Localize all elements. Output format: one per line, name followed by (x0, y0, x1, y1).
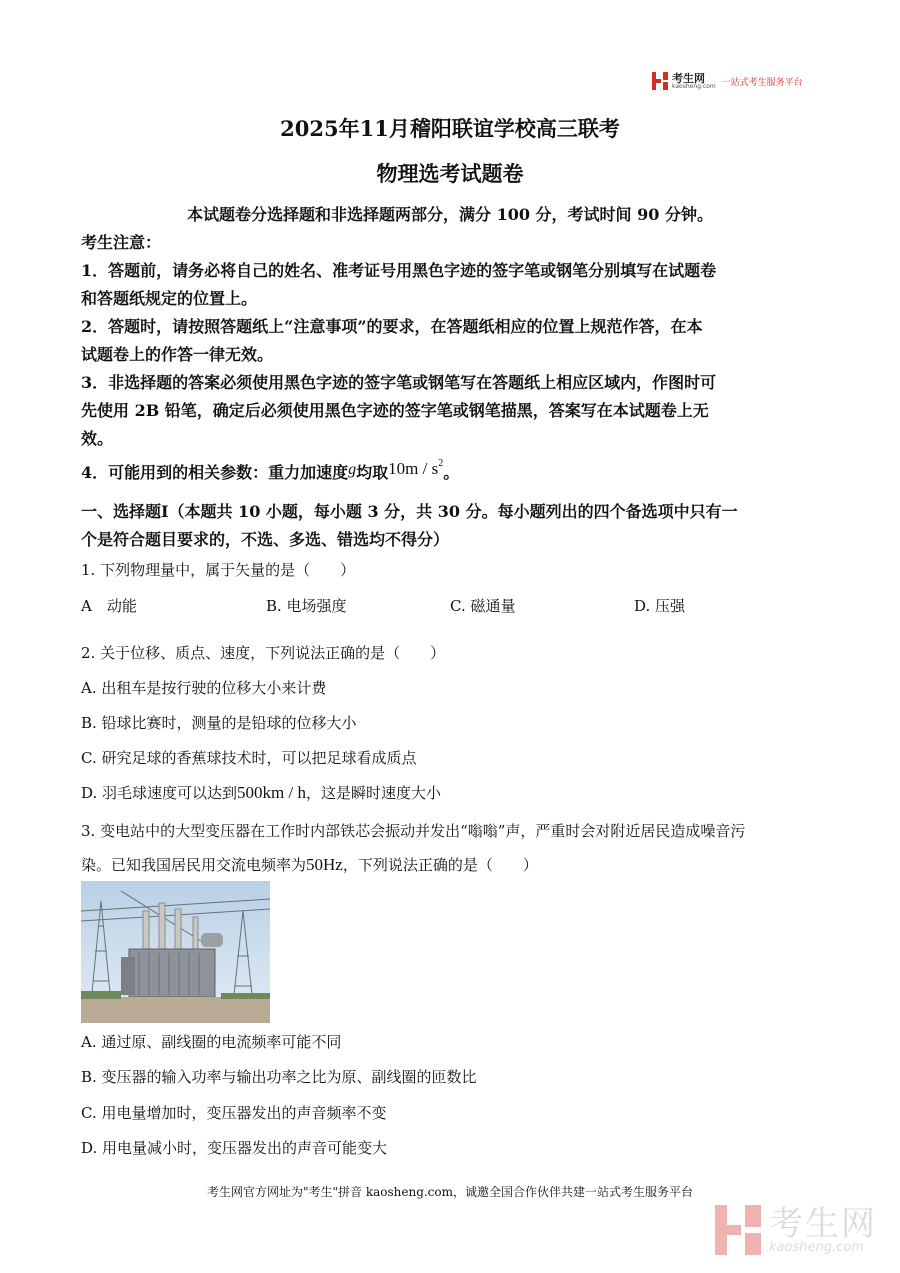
header-logo (652, 72, 803, 90)
symbol-g: g (348, 461, 357, 478)
notes-heading: 考生注意： (81, 233, 162, 252)
q2-stem: 2. 关于位移、质点、速度，下列说法正确的是（ ） (81, 644, 446, 662)
logo-slogan: 一站式考生服务平台 (721, 77, 803, 88)
q3-stem-text: 染。已知我国居民用交流电频率为 (81, 856, 307, 874)
note-1a: 1．答题前，请务必将自己的姓名、准考证号用黑色字迹的签字笔或钢笔分别填写在试题卷 (81, 261, 717, 280)
q3-option-b: B. 变压器的输入功率与输出功率之比为原、副线圈的匝数比 (81, 1068, 477, 1086)
q3-stem-tail: ，下列说法正确的是（ ） (342, 856, 538, 874)
transformer-photo (81, 881, 270, 1023)
q3-stem-line1: 3. 变电站中的大型变压器在工作时内部铁芯会振动并发出“嗡嗡”声，严重时会对附近居民造成噪音污 (81, 822, 746, 840)
q1-option-b: B. 电场强度 (266, 597, 347, 615)
note-2b: 试题卷上的作答一律无效。 (81, 345, 274, 364)
exam-intro: 本试题卷分选择题和非选择题两部分，满分 100 分，考试时间 90 分钟。 (187, 205, 713, 224)
q1-option-a: A 动能 (81, 597, 137, 615)
q3-option-a: A. 通过原、副线圈的电流频率可能不同 (81, 1033, 342, 1051)
note-4-text: 4．可能用到的相关参数：重力加速度 (81, 463, 349, 482)
q2-option-c: C. 研究足球的香蕉球技术时，可以把足球看成质点 (81, 749, 417, 767)
q2-option-d (81, 782, 441, 803)
exam-subtitle: 物理选考试题卷 (376, 161, 524, 186)
logo-name: 考生网 (672, 71, 705, 85)
q1-option-d: D. 压强 (634, 597, 686, 615)
note-2a: 2．答题时，请按照答题纸上“注意事项”的要求，在答题纸相应的位置上规范作答，在本 (81, 317, 703, 336)
watermark-name: 考生网 (769, 1203, 877, 1244)
footer-watermark (715, 1205, 877, 1255)
gravity-exponent: 2 (438, 457, 444, 469)
q2-option-a: A. 出租车是按行驶的位移大小来计费 (81, 679, 327, 697)
section1-line2: 个是符合题目要求的，不选、多选、错选均不得分） (81, 530, 450, 549)
note-3c: 效。 (81, 429, 114, 448)
exam-title: 2025年11月稽阳联谊学校高三联考 (280, 116, 620, 141)
note-4 (81, 457, 460, 483)
q2-option-d-tail: ，这是瞬时速度大小 (305, 784, 441, 802)
logo-domain: kaosheng.com (672, 82, 716, 90)
kaosheng-logo-icon (652, 72, 668, 90)
note-4-end: 。 (443, 463, 460, 482)
kaosheng-watermark-icon (715, 1205, 761, 1255)
q3-option-c: C. 用电量增加时，变压器发出的声音频率不变 (81, 1104, 387, 1122)
section1-line1: 一、选择题Ⅰ（本题共 10 小题，每小题 3 分，共 30 分。每小题列出的四个备选项中只有一 (81, 502, 738, 521)
note-1b: 和答题纸规定的位置上。 (81, 289, 258, 308)
speed-value: 500km / h (237, 783, 306, 802)
q2-option-d-text: D. 羽毛球速度可以达到 (81, 784, 238, 802)
gravity-value: 10m / s (388, 459, 439, 478)
watermark-domain: kaosheng.com (769, 1239, 864, 1255)
q1-stem: 1. 下列物理量中，属于矢量的是（ ） (81, 561, 356, 579)
q3-option-d: D. 用电量减小时，变压器发出的声音可能变大 (81, 1139, 388, 1157)
note-3b: 先使用 2B 铅笔，确定后必须使用黑色字迹的签字笔或钢笔描黑，答案写在本试题卷上无 (81, 401, 709, 420)
q1-option-c: C. 磁通量 (450, 597, 516, 615)
frequency-value: 50Hz (306, 855, 343, 874)
q3-stem-line2 (81, 854, 538, 875)
note-3a: 3．非选择题的答案必须使用黑色字迹的签字笔或钢笔写在答题纸上相应区域内，作图时可 (81, 373, 717, 392)
note-4-mid: 均取 (356, 463, 389, 482)
q2-option-b: B. 铅球比赛时，测量的是铅球的位移大小 (81, 714, 357, 732)
footer-text: 考生网官方网址为"考生"拼音 kaosheng.com，诚邀全国合作伙伴共建一站式考生服务平台 (206, 1185, 694, 1199)
